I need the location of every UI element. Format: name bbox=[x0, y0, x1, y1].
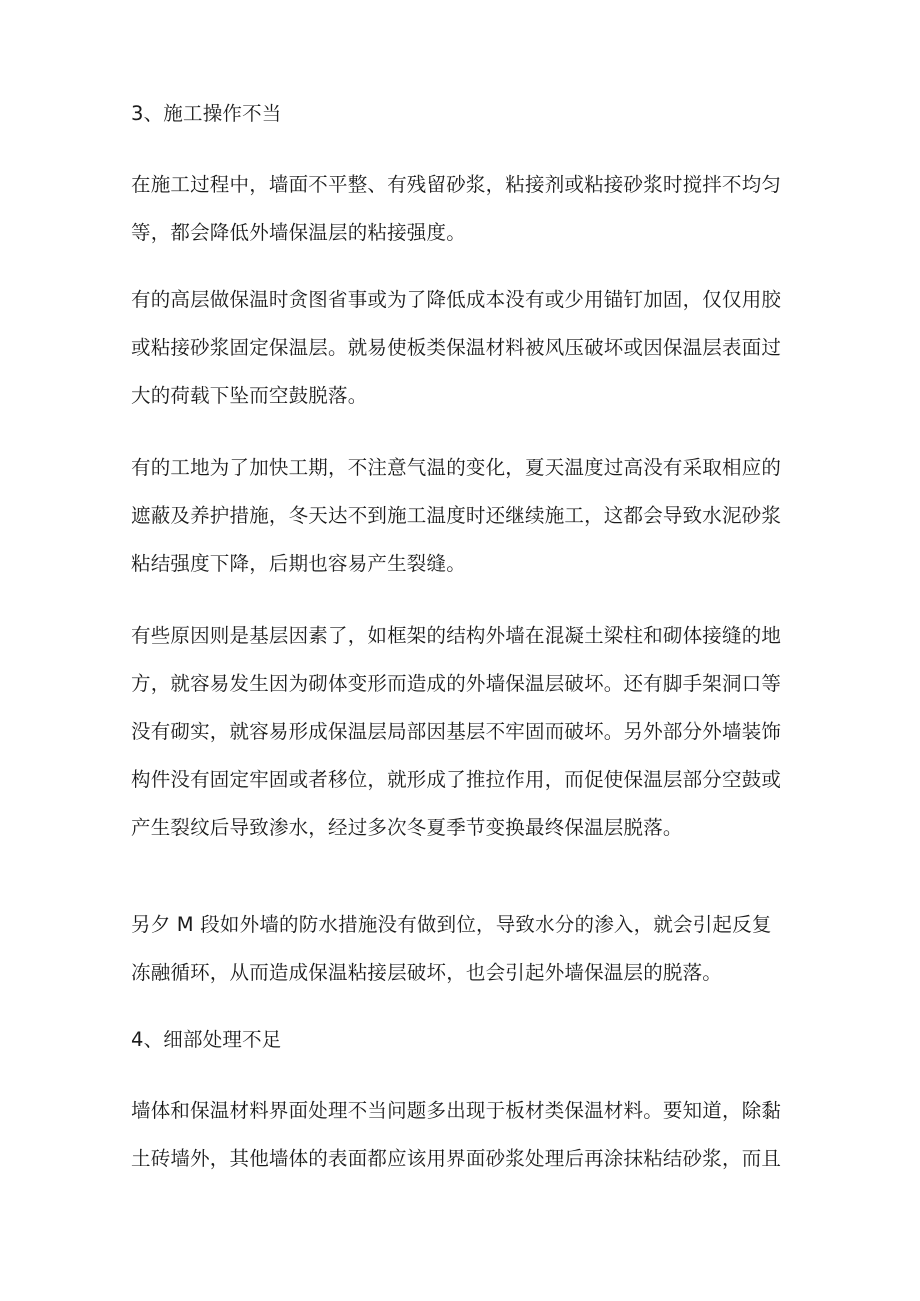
paragraph-line: 等，都会降低外墙保温层的粘接强度。 bbox=[131, 221, 466, 244]
heading-text: 3、施工操作不当 bbox=[131, 102, 282, 125]
paragraph-1 bbox=[131, 161, 801, 257]
paragraph-line: 土砖墙外，其他墙体的表面都应该用界面砂浆处理后再涂抹粘结砂浆，而且 bbox=[131, 1147, 782, 1170]
paragraph-line: 遮蔽及养护措施，冬天达不到施工温度时还继续施工，这都会导致水泥砂浆 bbox=[131, 504, 782, 527]
paragraph-line: 或粘接砂浆固定保温层。就易使板类保温材料被风压破坏或因保温层表面过 bbox=[131, 336, 782, 359]
paragraph-line: 另夕 M 段如外墙的防水措施没有做到位，导致水分的渗入，就会引起反复 bbox=[131, 913, 772, 936]
paragraph-line: 构件没有固定牢固或者移位，就形成了推拉作用，而促使保温层部分空鼓或 bbox=[131, 768, 782, 791]
paragraph-line: 冻融循环，从而造成保温粘接层破坏，也会引起外墙保温层的脱落。 bbox=[131, 961, 723, 984]
paragraph-line: 大的荷载下坠而空鼓脱落。 bbox=[131, 384, 368, 407]
paragraph-line: 有些原因则是基层因素了，如框架的结构外墙在混凝土梁柱和砌体接缝的地 bbox=[131, 624, 782, 647]
paragraph-line: 产生裂纹后导致渗水，经过多次冬夏季节变换最终保温层脱落。 bbox=[131, 816, 683, 839]
paragraph-2 bbox=[131, 276, 801, 420]
section-heading-4 bbox=[131, 1016, 801, 1064]
paragraph-3 bbox=[131, 444, 801, 588]
paragraph-4 bbox=[131, 612, 801, 852]
heading-text: 4、细部处理不足 bbox=[131, 1028, 282, 1051]
paragraph-line: 方，就容易发生因为砌体变形而造成的外墙保温层破坏。还有脚手架洞口等 bbox=[131, 672, 782, 695]
section-heading-3 bbox=[131, 90, 801, 138]
paragraph-5 bbox=[131, 901, 801, 997]
paragraph-line: 粘结强度下降，后期也容易产生裂缝。 bbox=[131, 552, 466, 575]
paragraph-line: 有的高层做保温时贪图省事或为了降低成本没有或少用锚钉加固，仅仅用胶 bbox=[131, 288, 782, 311]
paragraph-line: 没有砌实，就容易形成保温层局部因基层不牢固而破坏。另外部分外墙装饰 bbox=[131, 720, 782, 743]
paragraph-line: 有的工地为了加快工期，不注意气温的变化，夏天温度过高没有采取相应的 bbox=[131, 456, 782, 479]
paragraph-6 bbox=[131, 1087, 801, 1183]
paragraph-line: 在施工过程中，墙面不平整、有残留砂浆，粘接剂或粘接砂浆时搅拌不均匀 bbox=[131, 173, 782, 196]
paragraph-line: 墙体和保温材料界面处理不当问题多出现于板材类保温材料。要知道，除黏 bbox=[131, 1099, 782, 1122]
